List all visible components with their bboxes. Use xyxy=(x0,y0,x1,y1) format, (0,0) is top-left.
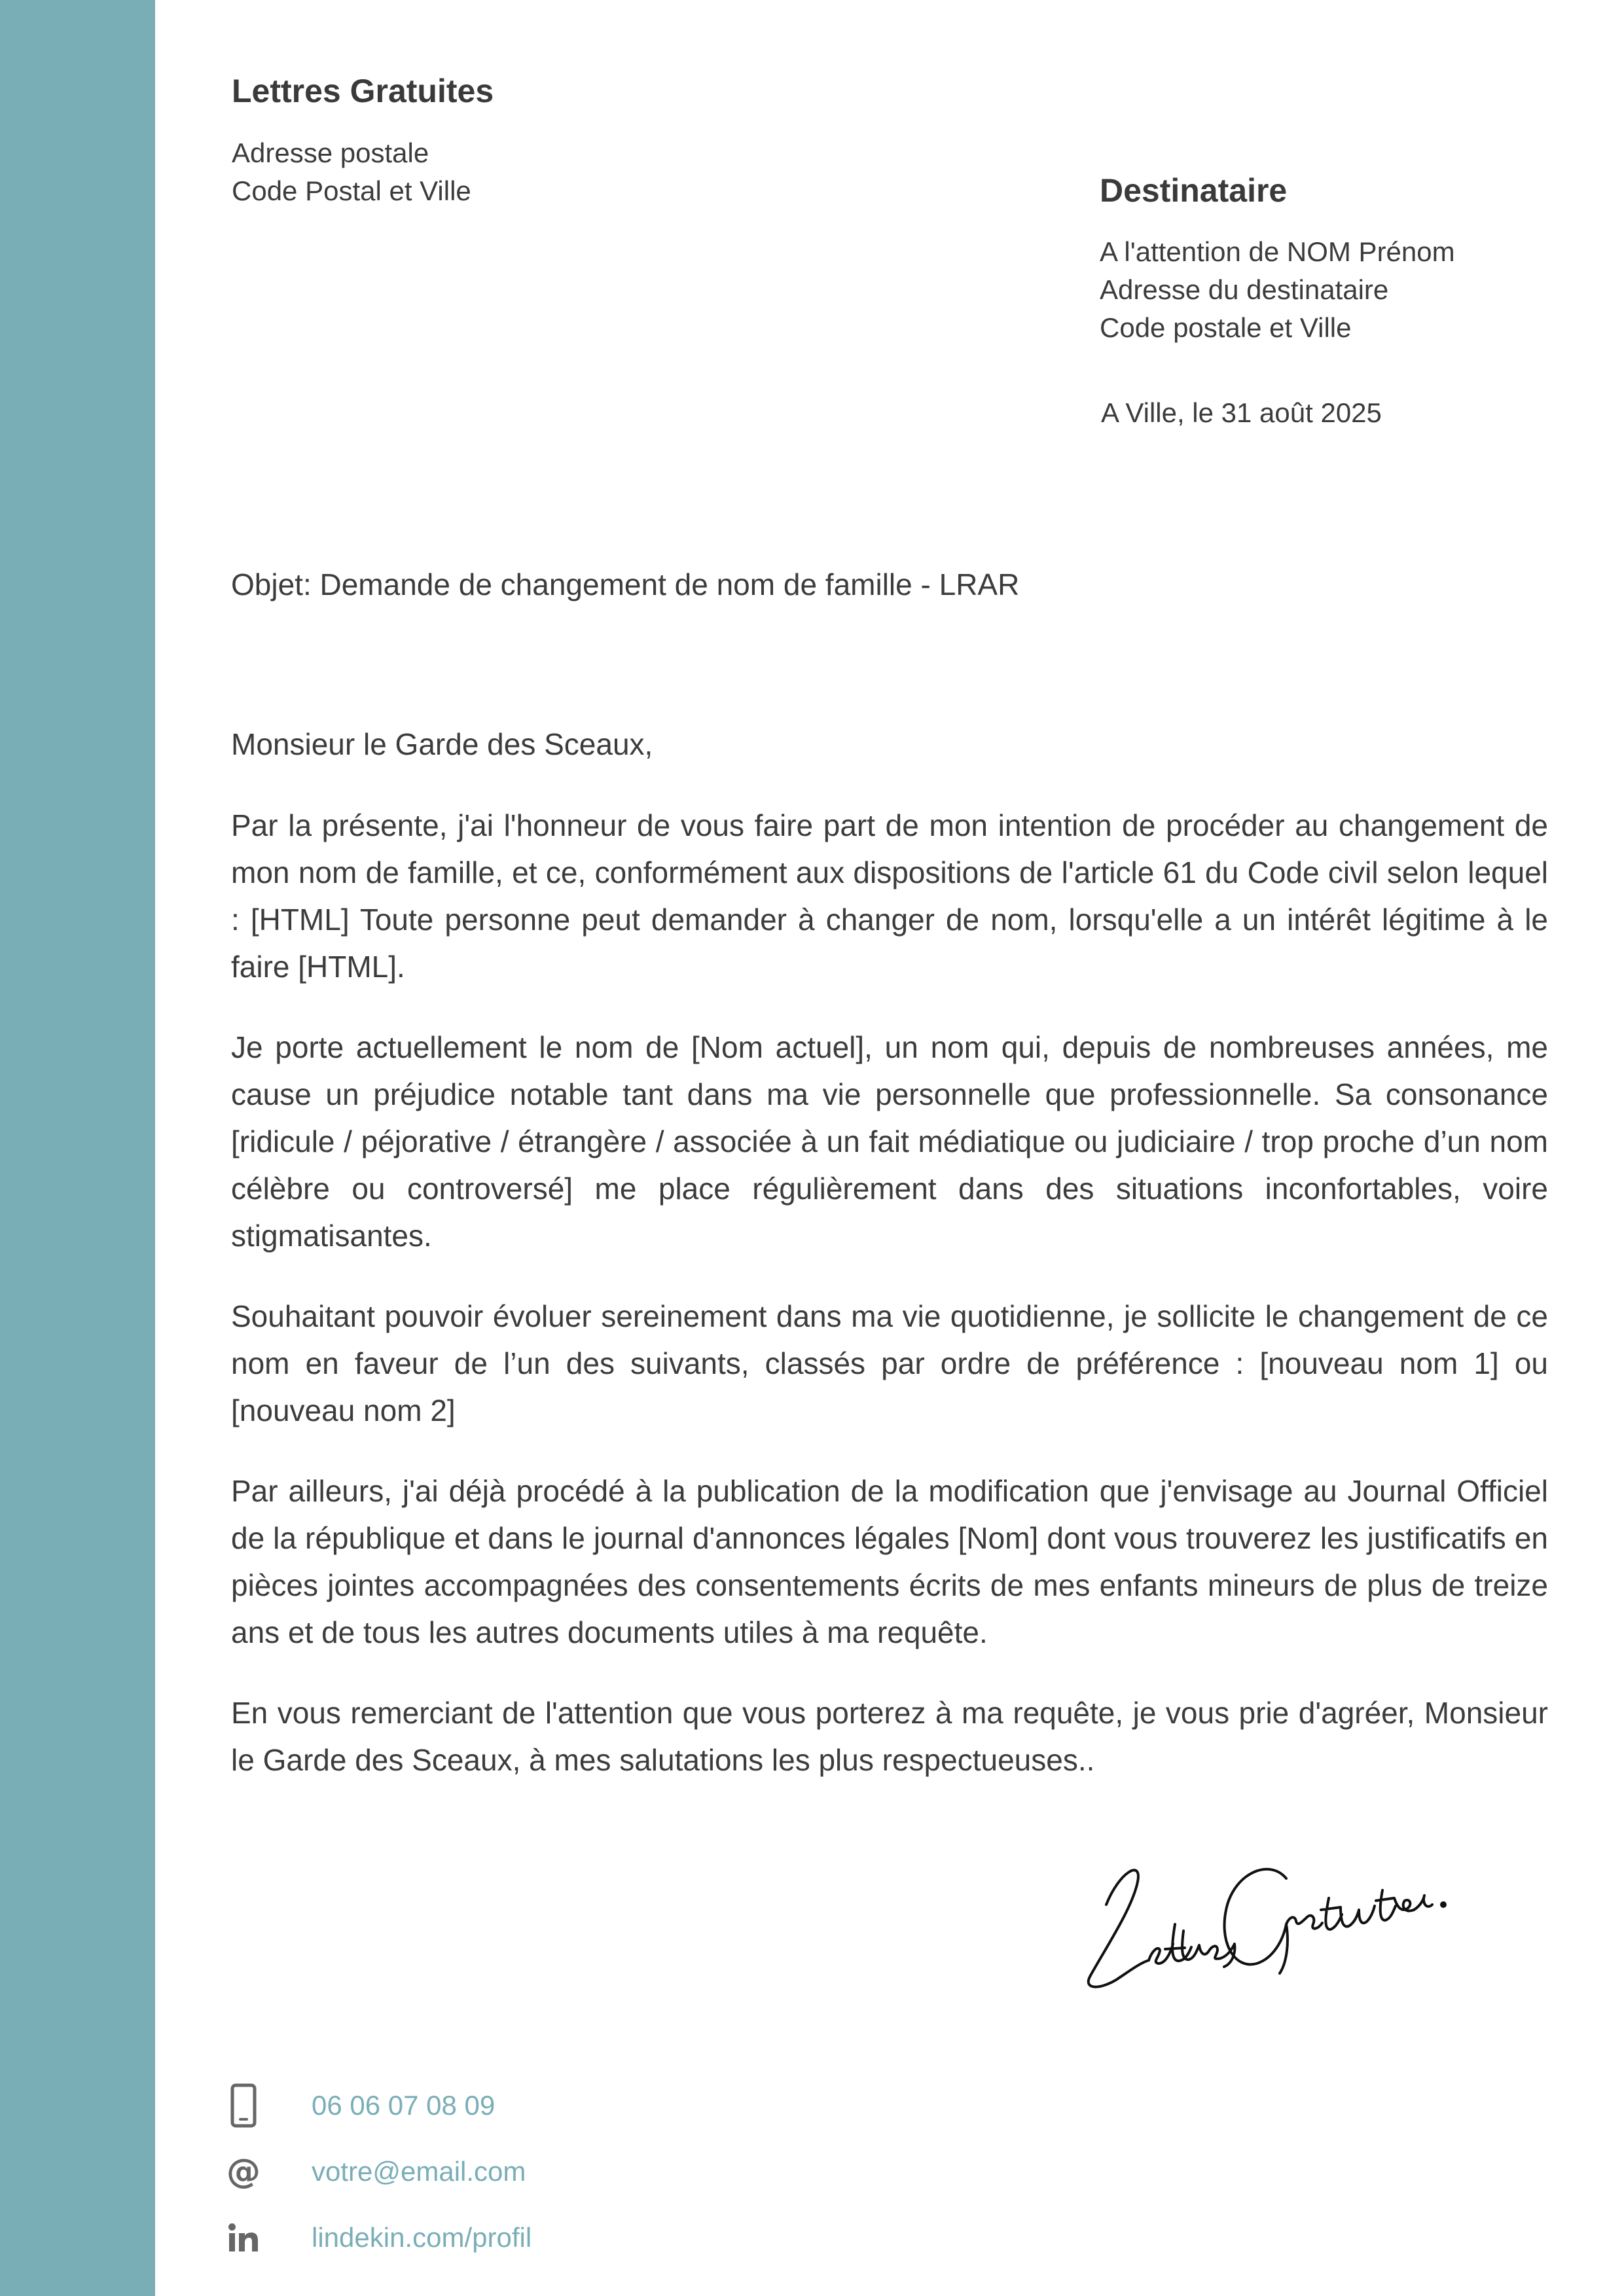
body-paragraph: Souhaitant pouvoir évoluer sereinement dans ma vie quotidienne, je sollicite le changement de ce nom en faveur de l’un des suivants, classés par ordre de préférence : [nouveau nom 1] ou [nouveau nom 2] xyxy=(231,1299,1548,1427)
sender-address-line: Adresse postale xyxy=(232,137,429,168)
recipient-address xyxy=(1100,233,1455,347)
body-paragraph: Je porte actuellement le nom de [Nom actuel], un nom qui, depuis de nombreuses années, me cause un préjudice notable tant dans ma vie personnelle que professionnelle. Sa consonance [ridicule / péjorative / étrangère / associée à un fait médiatique ou judiciaire / trop proche d’un nom célèbre ou controversé] me place régulièrement dans des situations inconfortables, voire stigmatisantes. xyxy=(231,1030,1548,1253)
body-paragraph: Par la présente, j'ai l'honneur de vous faire part de mon intention de procéder au changement de mon nom de famille, et ce, conformément aux dispositions de l'article 61 du Code civil selon lequel : [HTML] Toute personne peut demander à changer de nom, lorsqu'elle a un intérêt légitime à le faire [HTML]. xyxy=(231,808,1548,984)
email-address[interactable]: votre@email.com xyxy=(312,2156,526,2187)
recipient-attention-line: A l'attention de NOM Prénom xyxy=(1100,236,1455,267)
recipient-city-line: Code postale et Ville xyxy=(1100,312,1352,343)
handwritten-signature xyxy=(1060,1833,1453,2003)
letter-date: A Ville, le 31 août 2025 xyxy=(1101,397,1382,428)
contact-phone xyxy=(228,2083,495,2128)
body-paragraph: En vous remerciant de l'attention que vous porterez à ma requête, je vous prie d'agréer, Monsieur le Garde des Sceaux, à mes salutations les plus respectueuses.. xyxy=(231,1696,1548,1777)
recipient-address-line: Adresse du destinataire xyxy=(1100,274,1389,305)
body-paragraph: Par ailleurs, j'ai déjà procédé à la publication de la modification que j'envisage au Journal Officiel de la république et dans le journal d'annonces légales [Nom] dont vous trouverez les justificatifs en pièces jointes accompagnées des consentements écrits de mes enfants mineurs de plus de treize ans et de tous les autres documents utiles à ma requête. xyxy=(231,1474,1548,1649)
phone-number[interactable]: 06 06 07 08 09 xyxy=(312,2090,496,2121)
contact-email xyxy=(228,2149,526,2195)
contact-linkedin xyxy=(228,2215,532,2261)
sender-name: Lettres Gratuites xyxy=(232,73,494,109)
at-icon: @ xyxy=(226,2152,261,2191)
letter-subject: Objet: Demande de changement de nom de famille - LRAR xyxy=(231,567,1020,601)
letter-body xyxy=(231,802,1548,1817)
sender-city-line: Code Postal et Ville xyxy=(232,175,471,206)
recipient-title: Destinataire xyxy=(1100,172,1288,209)
sidebar-band xyxy=(0,0,155,2296)
linkedin-icon xyxy=(228,2215,259,2261)
letter-greeting: Monsieur le Garde des Sceaux, xyxy=(231,727,653,761)
linkedin-url[interactable]: lindekin.com/profil xyxy=(312,2222,532,2253)
sender-address xyxy=(232,134,471,210)
phone-icon xyxy=(228,2083,259,2128)
